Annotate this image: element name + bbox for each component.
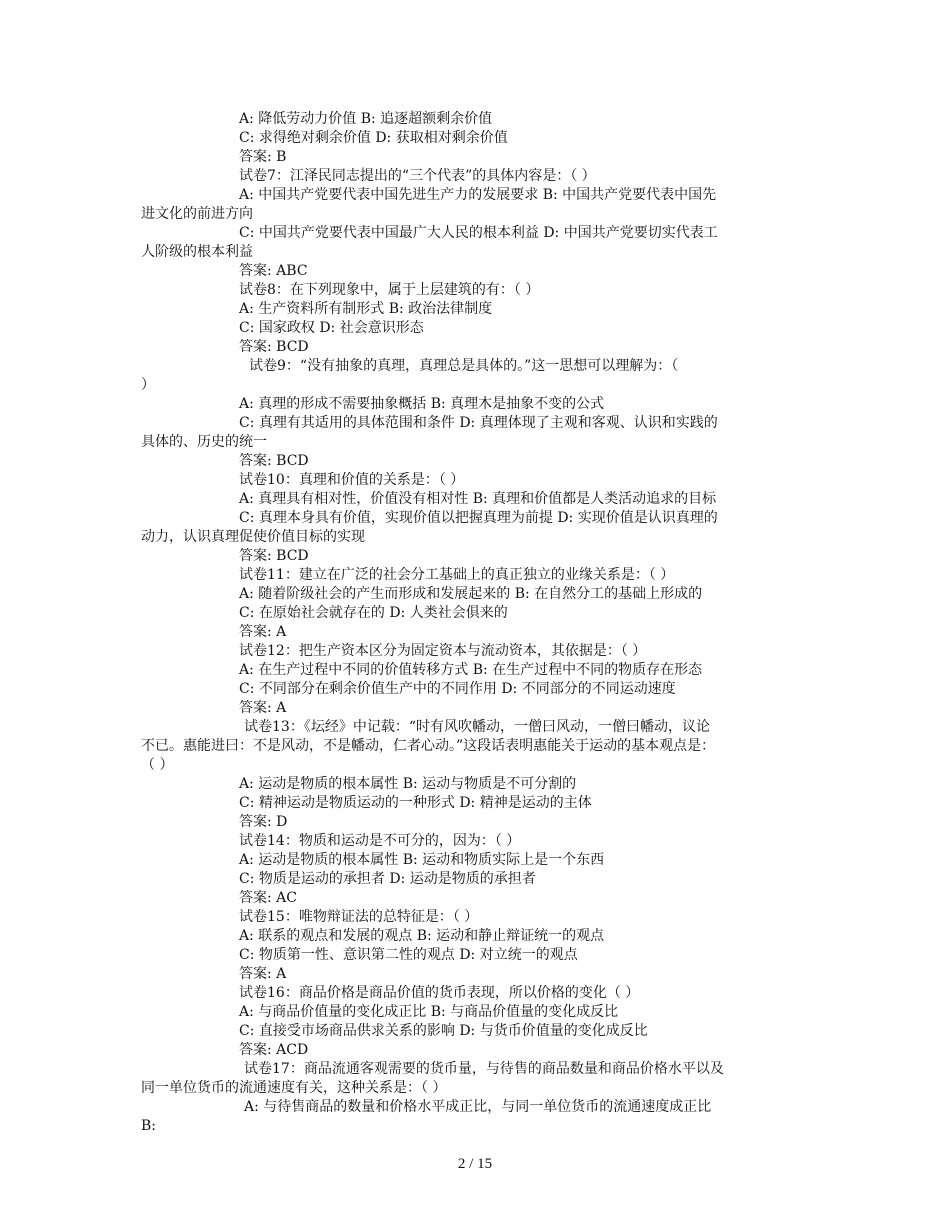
question-line: 试卷13：《坛经》中记载：“时有风吹幡动，一僧曰风动，一僧曰幡动，议论 — [244, 719, 710, 735]
answer-line: 答案: BCD — [239, 339, 309, 355]
question-line: 试卷10：真理和价值的关系是：（ ） — [239, 472, 465, 488]
answer-line: 答案: ACD — [239, 1042, 309, 1058]
question-line: 试卷12：把生产资本区分为固定资本与流动资本，其依据是：（ ） — [239, 643, 647, 659]
text-line: A: 运动是物质的根本属性 B: 运动与物质是不可分割的 — [239, 776, 577, 792]
text-line: 不已。惠能进曰：不是风动，不是幡动，仁者心动。”这段话表明惠能关于运动的基本观点是： — [141, 738, 716, 754]
text-line: C: 国家政权 D: 社会意识形态 — [239, 320, 424, 336]
text-line: C: 求得绝对剩余价值 D: 获取相对剩余价值 — [239, 130, 508, 146]
text-line: 具体的、历史的统一 — [141, 434, 267, 450]
text-line: A: 运动是物质的根本属性 B: 运动和物质实际上是一个东西 — [239, 852, 605, 868]
question-line: 试卷11：建立在广泛的社会分工基础上的真正独立的业缘关系是：（ ） — [239, 567, 675, 583]
text-line: A: 联系的观点和发展的观点 B: 运动和静止辩证统一的观点 — [239, 928, 605, 944]
answer-line: 答案: BCD — [239, 548, 309, 564]
text-line: ） — [141, 377, 155, 393]
text-line: C: 中国共产党要代表中国最广大人民的根本利益 D: 中国共产党要切实代表工 — [239, 225, 718, 241]
question-line: 试卷14：物质和运动是不可分的，因为：（ ） — [239, 833, 521, 849]
page-number: 2 / 15 — [457, 1156, 493, 1172]
text-line: 动力，认识真理促使价值目标的实现 — [141, 529, 365, 545]
answer-line: 答案: D — [239, 814, 288, 830]
question-line: 试卷8：在下列现象中，属于上层建筑的有：（ ） — [239, 282, 540, 298]
text-line: A: 随着阶级社会的产生而形成和发展起来的 B: 在自然分工的基础上形成的 — [239, 586, 703, 602]
answer-line: 答案: A — [239, 966, 287, 982]
text-line: C: 真理本身具有价值，实现价值以把握真理为前提 D: 实现价值是认识真理的 — [239, 510, 718, 526]
text-line: C: 真理有其适用的具体范围和条件 D: 真理体现了主观和客观、认识和实践的 — [239, 415, 718, 431]
text-line: A: 真理的形成不需要抽象概括 B: 真理木是抽象不变的公式 — [239, 396, 605, 412]
answer-line: 答案: A — [239, 624, 287, 640]
text-line: 人阶级的根本利益 — [141, 244, 253, 260]
text-line: C: 在原始社会就存在的 D: 人类社会俱来的 — [239, 605, 508, 621]
document-body — [141, 110, 811, 1136]
answer-line: 答案: AC — [239, 890, 297, 906]
question-line: 试卷17：商品流通客观需要的货币量，与待售的商品数量和商品价格水平以及 — [244, 1061, 724, 1077]
question-line: 试卷16：商品价格是商品价值的货币表现，所以价格的变化（ ） — [239, 985, 640, 1001]
text-line: A: 降低劳动力价值 B: 追逐超额剩余价值 — [239, 111, 493, 127]
question-line: 试卷15：唯物辩证法的总特征是：（ ） — [239, 909, 479, 925]
question-line: 试卷7：江泽民同志提出的“三个代表”的具体内容是：（ ） — [239, 168, 596, 184]
text-line: C: 直接受市场商品供求关系的影响 D: 与货币价值量的变化成反比 — [239, 1023, 648, 1039]
text-line: C: 物质第一性、意识第二性的观点 D: 对立统一的观点 — [239, 947, 578, 963]
text-line: A: 与商品价值量的变化成正比 B: 与商品价值量的变化成反比 — [239, 1004, 619, 1020]
text-line: B: — [141, 1118, 157, 1134]
answer-line: 答案: ABC — [239, 263, 308, 279]
text-line: C: 物质是运动的承担者 D: 运动是物质的承担者 — [239, 871, 536, 887]
text-line: 同一单位货币的流通速度有关，这种关系是：（ ） — [141, 1080, 447, 1096]
text-line: C: 精神运动是物质运动的一种形式 D: 精神是运动的主体 — [239, 795, 592, 811]
text-line: C: 不同部分在剩余价值生产中的不同作用 D: 不同部分的不同运动速度 — [239, 681, 676, 697]
answer-line: 答案: A — [239, 700, 287, 716]
text-line: A: 中国共产党要代表中国先进生产力的发展要求 B: 中国共产党要代表中国先 — [239, 187, 717, 203]
text-line: （ ） — [141, 757, 174, 773]
text-line: A: 在生产过程中不同的价值转移方式 B: 在生产过程中不同的物质存在形态 — [239, 662, 703, 678]
text-line: 进文化的前进方向 — [141, 206, 253, 222]
question-line: 试卷9：“没有抽象的真理，真理总是具体的。”这一思想可以理解为：（ — [249, 358, 679, 374]
answer-line: 答案: B — [239, 149, 287, 165]
text-line: A: 真理具有相对性，价值没有相对性 B: 真理和价值都是人类活动追求的目标 — [239, 491, 717, 507]
text-line: A: 生产资料所有制形式 B: 政治法律制度 — [239, 301, 493, 317]
answer-line: 答案: BCD — [239, 453, 309, 469]
text-line: A: 与待售商品的数量和价格水平成正比，与同一单位货币的流通速度成正比 — [244, 1099, 712, 1115]
